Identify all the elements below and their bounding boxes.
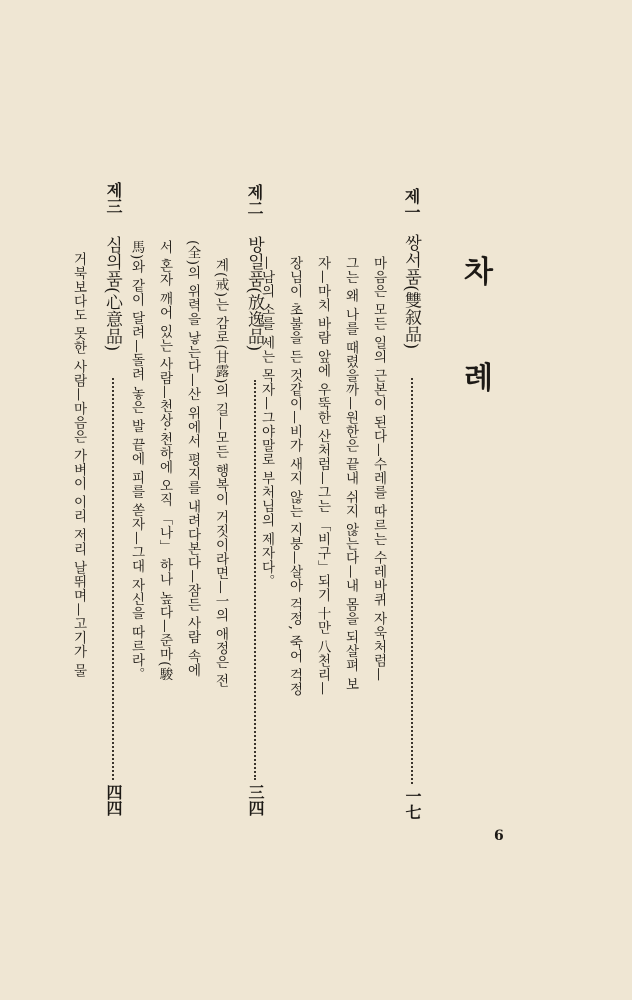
- heading-char-1: 차: [464, 255, 493, 290]
- chapter-1-summary-line-1: 마음은 모든 일의 근본이 된다—수레를 따르는 수레바퀴 자욱처럼—: [370, 256, 387, 682]
- chapter-1-number: 제一: [402, 188, 421, 220]
- chapter-2-leader-dots: [254, 380, 256, 780]
- chapter-1-summary-line-2: 그는 왜 나를 때렸을까—원한은 끝내 쉬지 않는다—내 몸을 되살펴 보: [342, 256, 359, 692]
- chapter-1-title: 쌍서품(雙叙品): [401, 234, 421, 350]
- chapter-3-summary-line-1: 거북보다도 못한 사람—마음은 가벼이 이리 저리 날뛰며—고기가 물: [70, 252, 87, 678]
- chapter-1-leader-dots: [411, 378, 413, 784]
- chapter-2-page: 三四: [246, 784, 265, 816]
- chapter-3-number: 제三: [104, 182, 123, 214]
- chapter-2-summary-line-2: (全)의 위력을 낳는다—산 위에서 평지를 내려다본다—잠든 사람 속에: [184, 240, 201, 678]
- chapter-2-number: 제二: [245, 184, 264, 216]
- page-number: 6: [494, 828, 504, 844]
- chapter-3-page: 四四: [104, 784, 123, 816]
- chapter-1-summary-line-3: 자—마치 바람 앞에 우뚝한 산처럼—그는 「비구」되기 十만 八천리—: [314, 256, 331, 696]
- chapter-1-summary-line-4: 장님이 초불을 든 것같이—비가 새지 않는 지붕—살아 걱정, 죽어 걱정: [286, 256, 303, 696]
- chapter-3-leader-dots: [112, 378, 114, 780]
- chapter-2-summary-line-4: 馬)와 같이 달려—돌려 놓은 발 끝에 피를 쏟자—그대 자신을 따르라。: [128, 240, 145, 681]
- chapter-2-summary-line-1: 계(戒)는 감로(甘露)의 길—모든 행복이 거짓이라면—一의 애정은 전: [212, 258, 229, 688]
- chapter-1-page: 一七: [403, 788, 422, 820]
- chapter-1-summary-line-5: —남의 소를 세는 목자—그야말로 부처님의 제자다。: [258, 256, 275, 588]
- chapter-2-title: 방일품(放逸品): [244, 236, 264, 352]
- chapter-2-summary-line-3: 서 혼자 깨어 있는 사람—천상·천하에 오직 「나」 하나 높다—준마(駿: [156, 240, 173, 681]
- heading-char-2: 례: [464, 361, 493, 396]
- chapter-3-title: 심의품(心意品): [102, 236, 122, 352]
